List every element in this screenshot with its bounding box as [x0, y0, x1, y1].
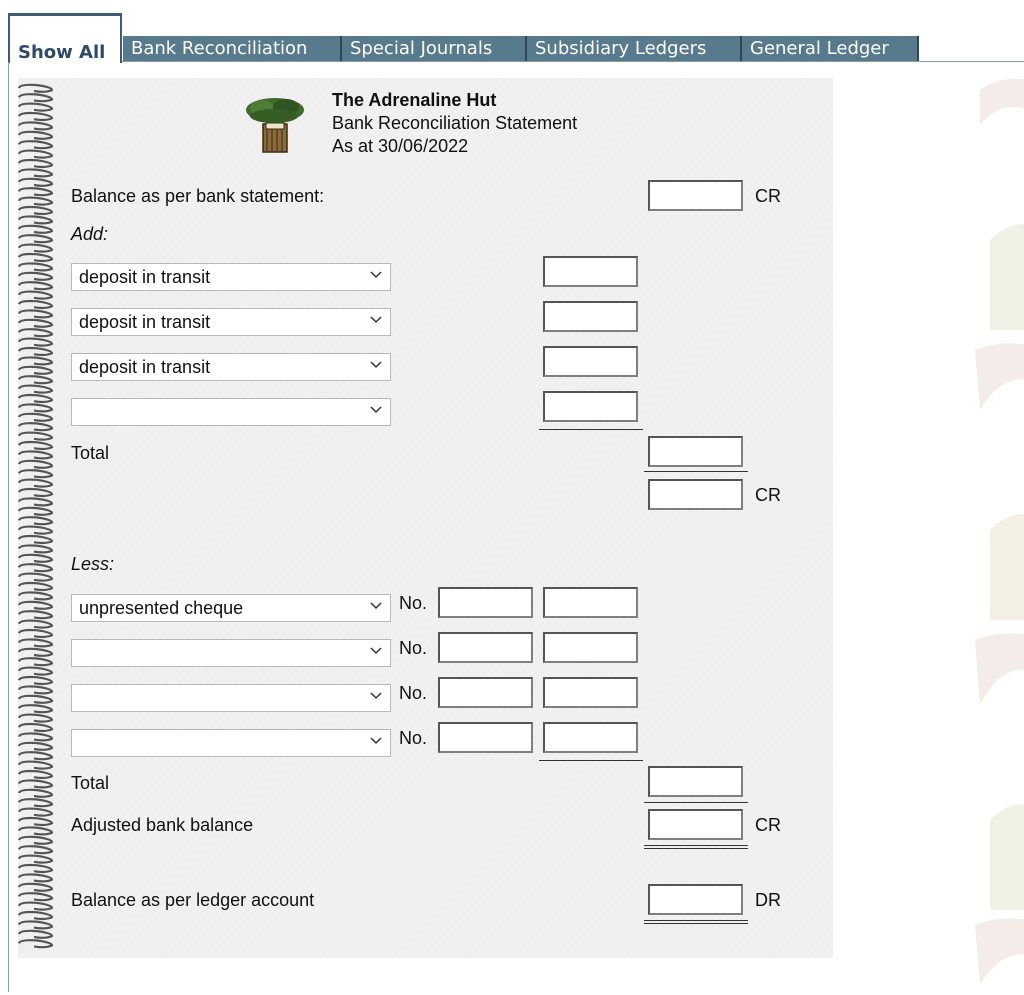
less-amount-input-3[interactable] [543, 677, 638, 708]
faded-page-icon [970, 915, 1024, 990]
spiral-ring [19, 724, 52, 731]
spiral-ring [19, 85, 52, 92]
less-item-select-1[interactable] [71, 594, 391, 622]
spiral-ring [19, 451, 52, 458]
spiral-ring [19, 611, 52, 618]
spiral-ring [19, 884, 52, 891]
tab-general-ledger[interactable]: General Ledger [742, 36, 919, 61]
spiral-ring [19, 921, 52, 928]
spiral-ring [19, 602, 52, 609]
spiral-ring [19, 254, 52, 261]
spiral-ring [19, 809, 52, 816]
add-item-value: deposit in transit [79, 312, 211, 332]
spiral-ring [19, 179, 52, 186]
spiral-ring [19, 442, 52, 449]
spiral-ring [19, 649, 52, 656]
spiral-ring [19, 583, 52, 590]
spiral-ring [19, 498, 52, 505]
spiral-ring [19, 339, 52, 346]
ledger-balance-side: DR [755, 890, 781, 910]
spiral-ring [19, 827, 52, 834]
spiral-ring [19, 216, 52, 223]
spiral-ring [19, 160, 52, 167]
ledger-double-rule-1 [644, 920, 748, 921]
spiral-ring [19, 621, 52, 628]
spiral-ring [19, 715, 52, 722]
spiral-ring [19, 273, 52, 280]
statement-date: As at 30/06/2022 [332, 136, 469, 156]
cheque-no-input-2[interactable] [438, 632, 533, 663]
cheque-no-input-3[interactable] [438, 677, 533, 708]
tab-bank-reconciliation[interactable]: Bank Reconciliation [123, 36, 342, 61]
spiral-binding-icon [16, 80, 56, 950]
add-amount-input-4[interactable] [543, 391, 638, 422]
cheque-no-label: No. [399, 593, 428, 613]
add-label: Add: [71, 224, 109, 244]
spiral-ring [19, 677, 52, 684]
spiral-ring [19, 780, 52, 787]
spiral-ring [19, 527, 52, 534]
spiral-ring [19, 395, 52, 402]
spiral-ring [19, 903, 52, 910]
spiral-ring [19, 414, 52, 421]
add-total-input[interactable] [648, 436, 743, 467]
spiral-ring [19, 790, 52, 797]
subtotal-input[interactable] [648, 479, 743, 510]
ledger-balance-input[interactable] [648, 884, 743, 915]
tab-bar [8, 13, 1024, 63]
balance-bank-input[interactable] [648, 180, 743, 211]
add-item-select-4[interactable] [71, 398, 391, 426]
faded-page-icon [970, 340, 1024, 415]
spiral-ring [19, 329, 52, 336]
spiral-ring [19, 301, 52, 308]
spiral-ring [19, 696, 52, 703]
spiral-ring [19, 151, 52, 158]
less-amount-input-2[interactable] [543, 632, 638, 663]
ledger-balance-label: Balance as per ledger account [71, 890, 315, 910]
spiral-ring [19, 931, 52, 938]
tree-hut-logo [244, 96, 306, 154]
ledger-double-rule-2 [644, 923, 748, 924]
spiral-ring [19, 376, 52, 383]
add-amount-input-2[interactable] [543, 301, 638, 332]
less-amount-input-1[interactable] [543, 587, 638, 618]
tab-bar-rule [8, 61, 1024, 62]
spiral-ring [19, 508, 52, 515]
statement-title: Bank Reconciliation Statement [332, 113, 578, 133]
chevron-down-icon [370, 361, 382, 369]
spiral-ring [19, 733, 52, 740]
spiral-ring [19, 856, 52, 863]
spiral-ring [19, 658, 52, 665]
spiral-ring [19, 771, 52, 778]
tab-special-journals[interactable]: Special Journals [342, 36, 527, 61]
spiral-ring [19, 536, 52, 543]
adjusted-double-rule-1 [644, 845, 748, 846]
less-column-rule [539, 760, 643, 761]
faded-page-icon [970, 510, 1024, 620]
tab-subsidiary-ledgers[interactable]: Subsidiary Ledgers [527, 36, 742, 61]
add-total-rule [644, 471, 748, 472]
spiral-ring [19, 141, 52, 148]
left-frame-rule [8, 62, 9, 992]
faded-page-icon [970, 800, 1024, 910]
spiral-ring [19, 188, 52, 195]
spiral-ring [19, 292, 52, 299]
chevron-down-icon [370, 316, 382, 324]
balance-bank-label: Balance as per bank statement: [71, 186, 325, 206]
spiral-ring [19, 705, 52, 712]
add-column-rule [539, 429, 643, 430]
spiral-ring [19, 433, 52, 440]
spiral-ring [19, 865, 52, 872]
less-item-value: unpresented cheque [79, 598, 244, 618]
faded-page-icon [970, 220, 1024, 330]
spiral-ring [19, 245, 52, 252]
chevron-down-icon [370, 692, 382, 700]
spiral-ring [19, 367, 52, 374]
spiral-ring [19, 545, 52, 552]
spiral-ring [19, 517, 52, 524]
add-item-select-1[interactable] [71, 263, 391, 291]
spiral-ring [19, 837, 52, 844]
less-amount-input-4[interactable] [543, 722, 638, 753]
adjusted-balance-side: CR [755, 815, 781, 835]
add-amount-input-3[interactable] [543, 346, 638, 377]
spiral-ring [19, 357, 52, 364]
spiral-ring [19, 555, 52, 562]
spiral-ring [19, 226, 52, 233]
less-total-input[interactable] [648, 766, 743, 797]
tab-show-all[interactable]: Show All [8, 13, 122, 63]
spiral-ring [19, 480, 52, 487]
spiral-ring [19, 874, 52, 881]
spiral-ring [19, 846, 52, 853]
cheque-no-input-1[interactable] [438, 587, 533, 618]
spiral-ring [19, 630, 52, 637]
less-label: Less: [71, 554, 115, 574]
less-item-select-4[interactable] [71, 729, 391, 757]
spiral-ring [19, 122, 52, 129]
less-item-select-3[interactable] [71, 684, 391, 712]
spiral-ring [19, 263, 52, 270]
spiral-ring [19, 169, 52, 176]
cheque-no-label: No. [399, 638, 428, 658]
spiral-ring [19, 762, 52, 769]
add-item-select-2[interactable] [71, 308, 391, 336]
cheque-no-label: No. [399, 683, 428, 703]
spiral-ring [19, 386, 52, 393]
spiral-ring [19, 574, 52, 581]
spiral-ring [19, 743, 52, 750]
spiral-ring [19, 592, 52, 599]
spiral-ring [19, 686, 52, 693]
add-total-label: Total [71, 443, 110, 463]
spiral-ring [19, 310, 52, 317]
spiral-ring [19, 282, 52, 289]
less-item-select-2[interactable] [71, 639, 391, 667]
spiral-ring [19, 470, 52, 477]
spiral-ring [19, 348, 52, 355]
add-item-select-3[interactable] [71, 353, 391, 381]
spiral-ring [19, 113, 52, 120]
spiral-ring [19, 668, 52, 675]
spiral-ring [19, 320, 52, 327]
spiral-ring [19, 198, 52, 205]
cheque-no-input-4[interactable] [438, 722, 533, 753]
spiral-ring [19, 639, 52, 646]
spiral-ring [19, 132, 52, 139]
faded-page-icon [970, 70, 1024, 130]
adjusted-balance-input[interactable] [648, 809, 743, 840]
chevron-down-icon [370, 647, 382, 655]
adjusted-double-rule-2 [644, 848, 748, 849]
less-total-label: Total [71, 773, 110, 793]
chevron-down-icon [370, 271, 382, 279]
spiral-ring [19, 94, 52, 101]
business-name: The Adrenaline Hut [332, 90, 497, 110]
chevron-down-icon [370, 737, 382, 745]
spiral-ring [19, 207, 52, 214]
spiral-ring [19, 104, 52, 111]
spiral-ring [19, 489, 52, 496]
spiral-ring [19, 564, 52, 571]
spiral-ring [19, 404, 52, 411]
spiral-ring [19, 461, 52, 468]
faded-page-icon [970, 630, 1024, 710]
chevron-down-icon [370, 602, 382, 610]
spiral-ring [19, 799, 52, 806]
cheque-no-label: No. [399, 728, 428, 748]
balance-bank-side: CR [755, 186, 781, 206]
add-item-value: deposit in transit [79, 267, 211, 287]
chevron-down-icon [370, 406, 382, 414]
spiral-ring [19, 912, 52, 919]
subtotal-side: CR [755, 485, 781, 505]
spiral-ring [19, 940, 52, 947]
add-item-value: deposit in transit [79, 357, 211, 377]
spiral-ring [19, 423, 52, 430]
spiral-ring [19, 893, 52, 900]
spiral-ring [19, 235, 52, 242]
adjusted-balance-label: Adjusted bank balance [71, 815, 254, 835]
spiral-ring [19, 818, 52, 825]
add-amount-input-1[interactable] [543, 256, 638, 287]
spiral-ring [19, 752, 52, 759]
less-total-rule [644, 802, 748, 803]
